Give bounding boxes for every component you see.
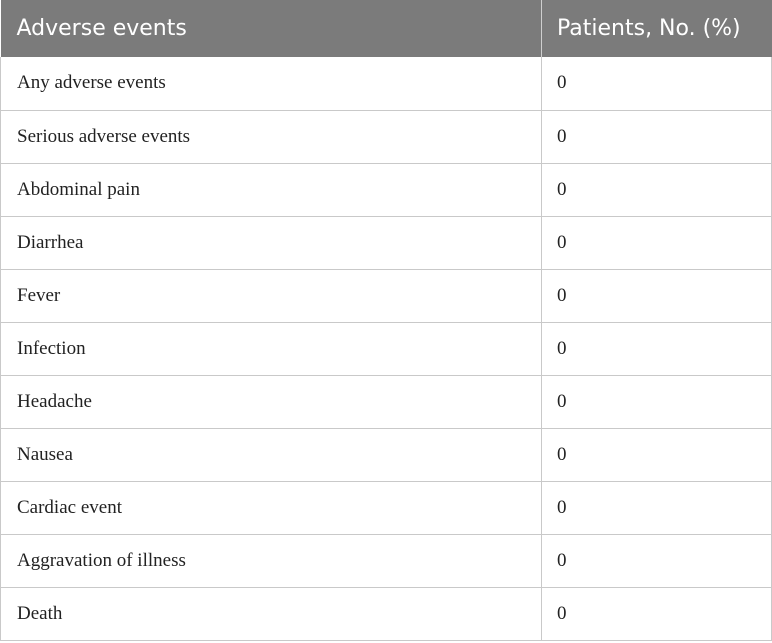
table-row [1,163,772,216]
table-row [1,481,772,534]
event-cell: Diarrhea [1,216,542,269]
patients-cell: 0 [542,163,772,216]
table-row [1,216,772,269]
table-row [1,110,772,163]
event-cell: Infection [1,322,542,375]
patients-cell: 0 [542,322,772,375]
event-cell: Abdominal pain [1,163,542,216]
patients-cell: 0 [542,481,772,534]
patients-cell: 0 [542,375,772,428]
table-row [1,587,772,640]
patients-cell: 0 [542,216,772,269]
table-row [1,428,772,481]
patients-cell: 0 [542,110,772,163]
patients-cell: 0 [542,587,772,640]
table-row [1,375,772,428]
event-cell: Death [1,587,542,640]
event-cell: Serious adverse events [1,110,542,163]
event-cell: Cardiac event [1,481,542,534]
table-row [1,57,772,110]
event-cell: Any adverse events [1,57,542,110]
header-row [1,0,772,57]
table-row [1,322,772,375]
table-row [1,534,772,587]
event-cell: Headache [1,375,542,428]
table-body [1,57,772,640]
event-cell: Nausea [1,428,542,481]
header-adverse-events: Adverse events [1,0,542,57]
patients-cell: 0 [542,428,772,481]
event-cell: Aggravation of illness [1,534,542,587]
patients-cell: 0 [542,269,772,322]
event-cell: Fever [1,269,542,322]
table-header [1,0,772,57]
patients-cell: 0 [542,534,772,587]
patients-cell: 0 [542,57,772,110]
header-patients: Patients, No. (%) [542,0,772,57]
table-row [1,269,772,322]
